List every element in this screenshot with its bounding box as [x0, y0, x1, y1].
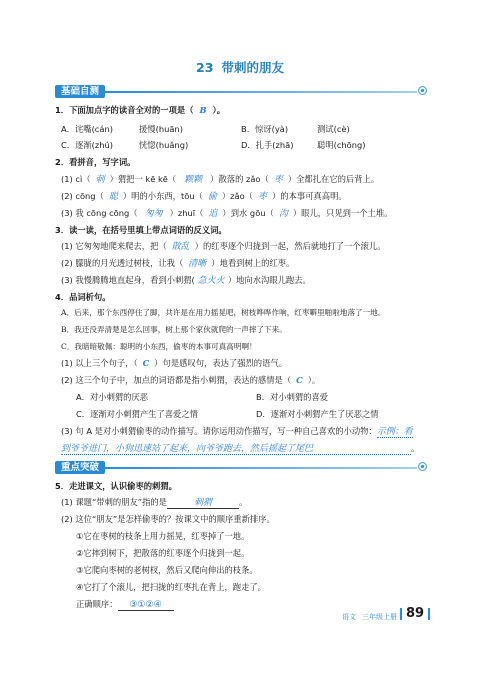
- q3-line2: (2) 朦胧的月光透过树枝，让我（ 清晰 ）地看到树上的红枣。: [61, 258, 295, 269]
- page-number: 89: [406, 606, 425, 621]
- footer-subject: 语文: [342, 613, 356, 621]
- q5-item-3: ③它爬向枣树的老树杈，然后又爬向伸出的枝条。: [76, 565, 258, 575]
- q3-line3: (3) 我慢腾腾地直起身，看到小刺猬( 急火火 ）地向水沟眼儿跑去。: [61, 275, 311, 286]
- lesson-number: 23: [196, 60, 214, 75]
- q4-stem: 4．品词析句。: [55, 292, 111, 302]
- circle-icon: [418, 86, 427, 95]
- q5-stem: 5．走进课文，认识偷枣的刺猬。: [55, 481, 177, 491]
- lesson-title: [0, 58, 480, 76]
- q3-line1: (1) 它匆匆地爬来爬去，把（ 散乱 ）的红枣逐个归拢到一起，然后就地打了一个滚儿。: [61, 241, 386, 252]
- q2-stem: 2．看拼音，写字词。: [55, 157, 136, 167]
- q2-line1: (1) cì（ 刺 ）猬把一 kē kē（ 颗颗 ）散落的 zǎo（ 枣 ）全都扎在它的后背上。: [61, 174, 380, 185]
- q5-sub1: (1) 课题“带刺的朋友”指的是 刺猬 。: [61, 497, 248, 508]
- q4-sentence-a: A．后来，那个东西停住了脚，共许是在用力摇晃吧，树枝哗哗作响，红枣噼里啪啦地落了一地。: [61, 308, 386, 317]
- q4-options-cd: C．逐渐对小刺猬产生了喜爱之情 D．逐渐对小刺猬产生了厌恶之情: [76, 409, 379, 419]
- q2-line3: (3) 我 cōng cōng（ 匆匆 ）zhuī（ 追 ）到水 gōu（ 沟 ）眼儿，只见到一个土堆。: [61, 208, 393, 219]
- circle-icon: [418, 462, 427, 471]
- q5-item-2: ②它摔到树下，把散落的红枣逐个归拢到一起。: [76, 548, 250, 558]
- section-divider: [105, 467, 417, 469]
- q4-sentence-c: C．我暗暗敬佩：聪明的小东西，偷枣的本事可真高明啊！: [61, 342, 257, 351]
- section-band-key: [55, 461, 427, 474]
- section-band-basic: [55, 85, 427, 98]
- q4-sentence-b: B．我还没弄清楚是怎么回事，树上那个家伙就爬的一声摔了下来。: [61, 325, 287, 334]
- lesson-name: 带刺的朋友: [221, 60, 284, 75]
- q5-sub2: (2) 这位“朋友”是怎样偷枣的？按课文中的顺序重新排序。: [61, 514, 275, 524]
- q3-stem: 3．读一读，在括号里填上带点词语的反义词。: [55, 225, 227, 235]
- section-label: 重点突破: [55, 461, 105, 474]
- q2-line2: (2) cōng（ 聪 ）明的小东西，tōu（ 偷 ）zǎo（ 枣 ）的本事可真高明。: [61, 191, 347, 202]
- q4-options-ab: A．对小刺猬的厌恶 B．对小刺猬的喜爱: [76, 392, 329, 402]
- footer-divider: [428, 608, 430, 620]
- q5-item-1: ①它在枣树的枝条上用力摇晃，红枣掉了一地。: [76, 531, 250, 541]
- section-divider: [105, 91, 417, 93]
- q4-sub3: (3) 句 A 是对小刺猬偷枣的动作描写。请你运用动作描写，写一种自己喜欢的小动物：示例：看: [61, 426, 413, 437]
- q4-sub3-answer: 到爷爷进门，小狗迅速站了起来，向爷爷跑去，然后摇起了尾巴 。: [61, 443, 420, 454]
- footer-divider: [400, 608, 402, 620]
- q4-sub1: (1) 以上三个句子，（ C ）句是感叹句，表达了强烈的语气。: [61, 358, 287, 368]
- q1-stem: 1．下面加点字的读音全对的一项是（ B ）。: [55, 105, 225, 115]
- section-label: 基础自测: [55, 85, 105, 98]
- q1-answer: B: [199, 105, 207, 115]
- footer-grade: 三年级上册: [362, 613, 397, 621]
- q4-sub2: (2) 这三个句子中，加点的词语都是指小刺猬，表达的感情是（ C ）。: [61, 375, 321, 385]
- q5-item-4: ④它打了个滚儿，把扫拢的红枣扎在背上，跑走了。: [76, 582, 266, 592]
- q5-order: 正确顺序： ③①②④: [76, 599, 174, 611]
